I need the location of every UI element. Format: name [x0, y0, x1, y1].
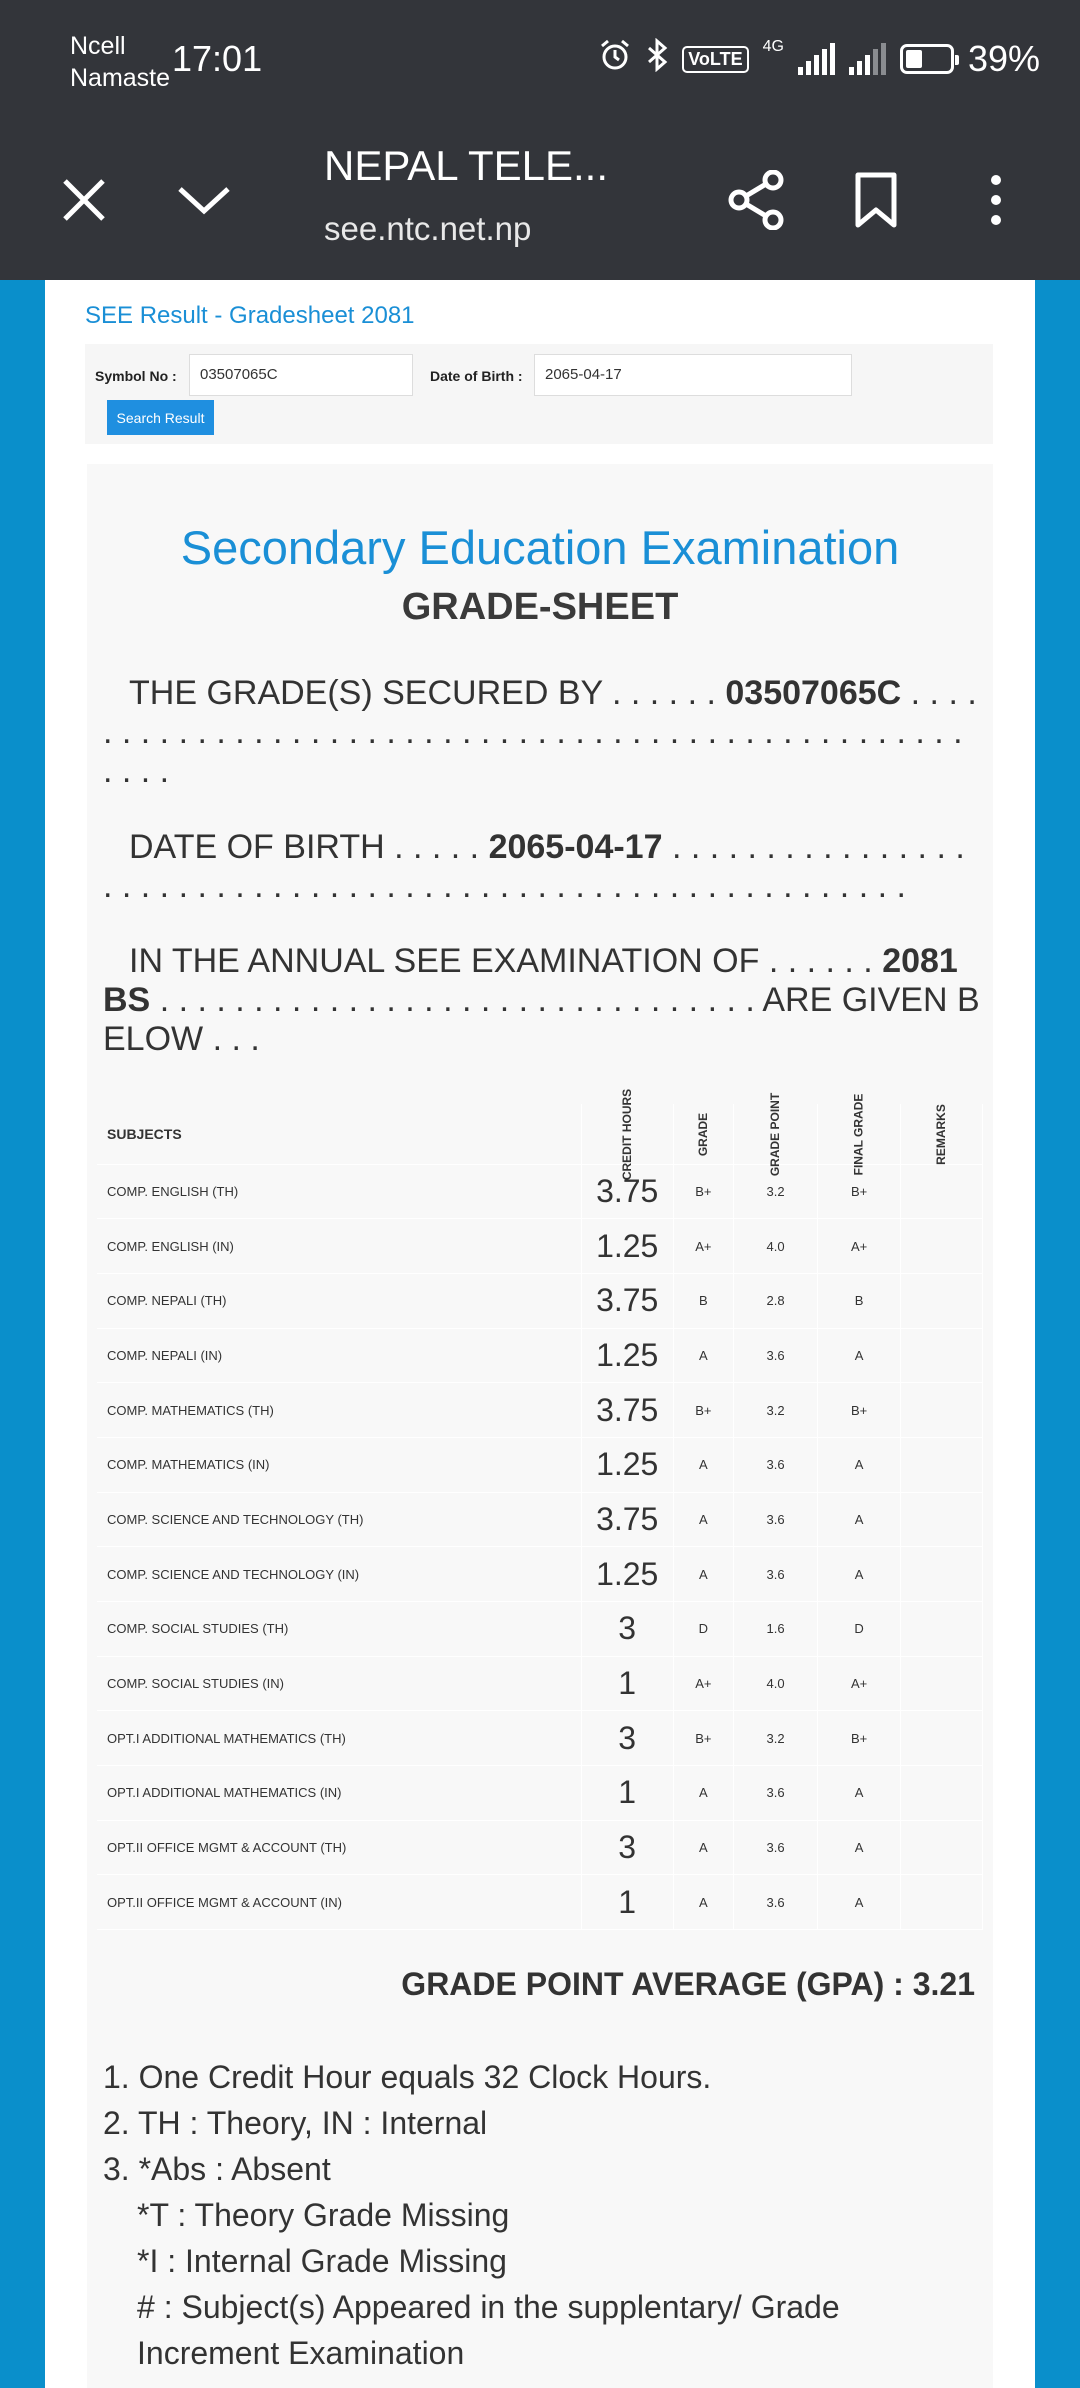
- final-grade: A+: [818, 1656, 901, 1711]
- grade: B+: [673, 1711, 733, 1766]
- subject-name: COMP. MATHEMATICS (TH): [97, 1383, 581, 1438]
- table-row: [97, 1766, 983, 1821]
- carrier-line2: Namaste: [70, 64, 171, 92]
- grade: D: [673, 1602, 733, 1657]
- remarks: [901, 1492, 983, 1547]
- credit-hours: 3.75: [581, 1164, 673, 1219]
- remarks: [901, 1656, 983, 1711]
- credit-hours: 1: [581, 1875, 673, 1930]
- subject-name: COMP. SCIENCE AND TECHNOLOGY (IN): [97, 1547, 581, 1602]
- remarks: [901, 1219, 983, 1274]
- battery-percent: 39%: [967, 38, 1040, 79]
- bookmark-button[interactable]: [836, 160, 916, 240]
- table-row: [97, 1164, 983, 1219]
- grade: A: [673, 1820, 733, 1875]
- subject-name: OPT.II OFFICE MGMT & ACCOUNT (IN): [97, 1875, 581, 1930]
- volte-badge: VoLTE: [682, 46, 748, 73]
- note-item: *I : Internal Grade Missing: [137, 2243, 507, 2279]
- secured-symbol: 03507065C: [725, 674, 902, 712]
- grade: A: [673, 1492, 733, 1547]
- clock: 17:01: [172, 38, 263, 79]
- grade-point: 3.2: [733, 1164, 817, 1219]
- grade: A+: [673, 1656, 733, 1711]
- remarks: [901, 1820, 983, 1875]
- header-subjects: SUBJECTS: [97, 1104, 581, 1164]
- status-icons: [598, 38, 1040, 80]
- subject-name: COMP. NEPALI (IN): [97, 1328, 581, 1383]
- credit-hours: 3: [581, 1820, 673, 1875]
- grade-point: 3.6: [733, 1492, 817, 1547]
- symbol-input[interactable]: 03507065C: [189, 354, 413, 396]
- gpa-summary: GRADE POINT AVERAGE (GPA) : 3.21: [401, 1966, 975, 2002]
- note-item: # : Subject(s) Appeared in the supplentary/ Grade Increment Examination: [137, 2289, 840, 2371]
- table-header-row: [97, 1104, 983, 1164]
- header-final-grade: FINAL GRADE: [818, 1104, 901, 1164]
- remarks: [901, 1766, 983, 1821]
- credit-hours: 1.25: [581, 1328, 673, 1383]
- remarks: [901, 1383, 983, 1438]
- dob-dots: . . . . . . . . . . . . . . . . . . . . . . . . . . . . . . . . . . . . . . . . . . . . . . . . . . . . . . . . . . .: [103, 828, 965, 905]
- final-grade: A: [818, 1820, 901, 1875]
- grade-point: 4.0: [733, 1656, 817, 1711]
- header-credit-hours: CREDIT HOURS: [581, 1104, 673, 1164]
- final-grade: B: [818, 1273, 901, 1328]
- grade: B+: [673, 1383, 733, 1438]
- subject-name: COMP. NEPALI (TH): [97, 1273, 581, 1328]
- final-grade: D: [818, 1602, 901, 1657]
- more-options-button[interactable]: [956, 160, 1036, 240]
- grade-point: 3.6: [733, 1766, 817, 1821]
- subject-name: COMP. ENGLISH (TH): [97, 1164, 581, 1219]
- table-row: [97, 1820, 983, 1875]
- table-row: [97, 1602, 983, 1657]
- credit-hours: 3: [581, 1711, 673, 1766]
- secured-by-text: THE GRADE(S) SECURED BY . . . . . .: [129, 674, 716, 712]
- page-url[interactable]: see.ntc.net.np: [324, 210, 532, 247]
- credit-hours: 1.25: [581, 1547, 673, 1602]
- grade: B+: [673, 1164, 733, 1219]
- sheet-title: Secondary Education Examination: [180, 521, 900, 574]
- grade-point: 3.6: [733, 1820, 817, 1875]
- exam-year: 2081 BS: [103, 942, 958, 1019]
- grade: A: [673, 1437, 733, 1492]
- final-grade: B+: [818, 1711, 901, 1766]
- table-row: [97, 1273, 983, 1328]
- more-vert-icon: [989, 174, 1003, 226]
- table-row: [97, 1328, 983, 1383]
- header-remarks: REMARKS: [901, 1104, 983, 1164]
- dob-input[interactable]: 2065-04-17: [534, 354, 852, 396]
- credit-hours: 1: [581, 1656, 673, 1711]
- grade-point: 2.8: [733, 1273, 817, 1328]
- credit-hours: 3.75: [581, 1273, 673, 1328]
- battery-icon: [900, 44, 954, 74]
- grade: A+: [673, 1219, 733, 1274]
- share-icon: [727, 170, 785, 230]
- note-item: 2. TH : Theory, IN : Internal: [103, 2105, 488, 2141]
- final-grade: A: [818, 1547, 901, 1602]
- grade-point: 3.6: [733, 1547, 817, 1602]
- close-tab-button[interactable]: [44, 160, 124, 240]
- grade-point: 3.2: [733, 1383, 817, 1438]
- search-panel: [85, 344, 993, 444]
- credit-hours: 3: [581, 1602, 673, 1657]
- credit-hours: 3.75: [581, 1383, 673, 1438]
- breadcrumb[interactable]: SEE Result - Gradesheet 2081: [85, 302, 415, 329]
- header-grade: GRADE: [673, 1104, 733, 1164]
- remarks: [901, 1273, 983, 1328]
- final-grade: A: [818, 1875, 901, 1930]
- web-page: [45, 280, 1035, 2388]
- grades-table: [97, 1088, 983, 1930]
- remarks: [901, 1164, 983, 1219]
- table-row: [97, 1437, 983, 1492]
- remarks: [901, 1711, 983, 1766]
- grade-point: 3.2: [733, 1711, 817, 1766]
- final-grade: A+: [818, 1219, 901, 1274]
- grade-point: 3.6: [733, 1328, 817, 1383]
- subject-name: COMP. ENGLISH (IN): [97, 1219, 581, 1274]
- table-row: [97, 1711, 983, 1766]
- remarks: [901, 1875, 983, 1930]
- exam-line: [103, 942, 981, 1059]
- table-row: [97, 1219, 983, 1274]
- search-result-button[interactable]: Search Result: [107, 400, 214, 435]
- table-row: [97, 1875, 983, 1930]
- table-row: [97, 1656, 983, 1711]
- final-grade: A: [818, 1328, 901, 1383]
- table-row: [97, 1547, 983, 1602]
- carrier-name: [70, 30, 170, 94]
- collapse-button[interactable]: [164, 160, 244, 240]
- header-grade-point: GRADE POINT: [733, 1104, 817, 1164]
- note-item: 3. *Abs : Absent: [103, 2151, 331, 2187]
- table-row: [97, 1492, 983, 1547]
- dob-value: 2065-04-17: [488, 828, 663, 866]
- final-grade: A: [818, 1766, 901, 1821]
- subject-name: COMP. MATHEMATICS (IN): [97, 1437, 581, 1492]
- subject-name: COMP. SOCIAL STUDIES (IN): [97, 1656, 581, 1711]
- subject-name: COMP. SCIENCE AND TECHNOLOGY (TH): [97, 1492, 581, 1547]
- secured-by-line: [103, 674, 981, 791]
- grade-sheet: [87, 464, 993, 2388]
- credit-hours: 1.25: [581, 1437, 673, 1492]
- grade: A: [673, 1875, 733, 1930]
- share-button[interactable]: [716, 160, 796, 240]
- symbol-label: Symbol No :: [95, 368, 177, 384]
- subject-name: OPT.I ADDITIONAL MATHEMATICS (IN): [97, 1766, 581, 1821]
- credit-hours: 3.75: [581, 1492, 673, 1547]
- signal-icon: [798, 43, 835, 75]
- grade: A: [673, 1328, 733, 1383]
- final-grade: A: [818, 1437, 901, 1492]
- final-grade: A: [818, 1492, 901, 1547]
- network-label: 4G: [762, 38, 784, 55]
- close-icon: [61, 177, 107, 223]
- page-title: NEPAL TELE...: [324, 142, 609, 189]
- alarm-icon: [598, 38, 632, 80]
- bluetooth-icon: [646, 38, 668, 80]
- final-grade: B+: [818, 1383, 901, 1438]
- grade-point: 3.6: [733, 1437, 817, 1492]
- dob-line: [103, 828, 981, 906]
- remarks: [901, 1437, 983, 1492]
- browser-toolbar: [0, 122, 1080, 280]
- signal-secondary-icon: [849, 43, 886, 75]
- credit-hours: 1.25: [581, 1219, 673, 1274]
- bookmark-icon: [854, 172, 898, 228]
- notes-list: [103, 2054, 983, 2376]
- exam-text: IN THE ANNUAL SEE EXAMINATION OF . . . . . .: [129, 942, 873, 980]
- grade: A: [673, 1547, 733, 1602]
- subject-name: OPT.I ADDITIONAL MATHEMATICS (TH): [97, 1711, 581, 1766]
- grade-point: 4.0: [733, 1219, 817, 1274]
- remarks: [901, 1547, 983, 1602]
- remarks: [901, 1328, 983, 1383]
- secured-dots: . . . . . . . . . . . . . . . . . . . . . . . . . . . . . . . . . . . . . . . . . . . . . . . . . . . . . .: [103, 674, 977, 790]
- status-bar: [0, 0, 1080, 122]
- grade: A: [673, 1766, 733, 1821]
- dob-label: Date of Birth :: [430, 368, 523, 384]
- chevron-down-icon: [176, 183, 232, 217]
- carrier-line1: Ncell: [70, 32, 126, 60]
- grade-point: 1.6: [733, 1602, 817, 1657]
- exam-tail: . . . . . . . . . . . . . . . . . . . . . . . . . . . . . . . . ARE GIVEN BELOW . . .: [103, 981, 980, 1058]
- credit-hours: 1: [581, 1766, 673, 1821]
- subject-name: COMP. SOCIAL STUDIES (TH): [97, 1602, 581, 1657]
- dob-text: DATE OF BIRTH . . . . .: [129, 828, 480, 866]
- final-grade: B+: [818, 1164, 901, 1219]
- sheet-subtitle: GRADE-SHEET: [401, 586, 679, 628]
- grade-point: 3.6: [733, 1875, 817, 1930]
- subject-name: OPT.II OFFICE MGMT & ACCOUNT (TH): [97, 1820, 581, 1875]
- grade: B: [673, 1273, 733, 1328]
- table-row: [97, 1383, 983, 1438]
- note-item: 1. One Credit Hour equals 32 Clock Hours.: [103, 2059, 712, 2095]
- remarks: [901, 1602, 983, 1657]
- note-item: *T : Theory Grade Missing: [137, 2197, 510, 2233]
